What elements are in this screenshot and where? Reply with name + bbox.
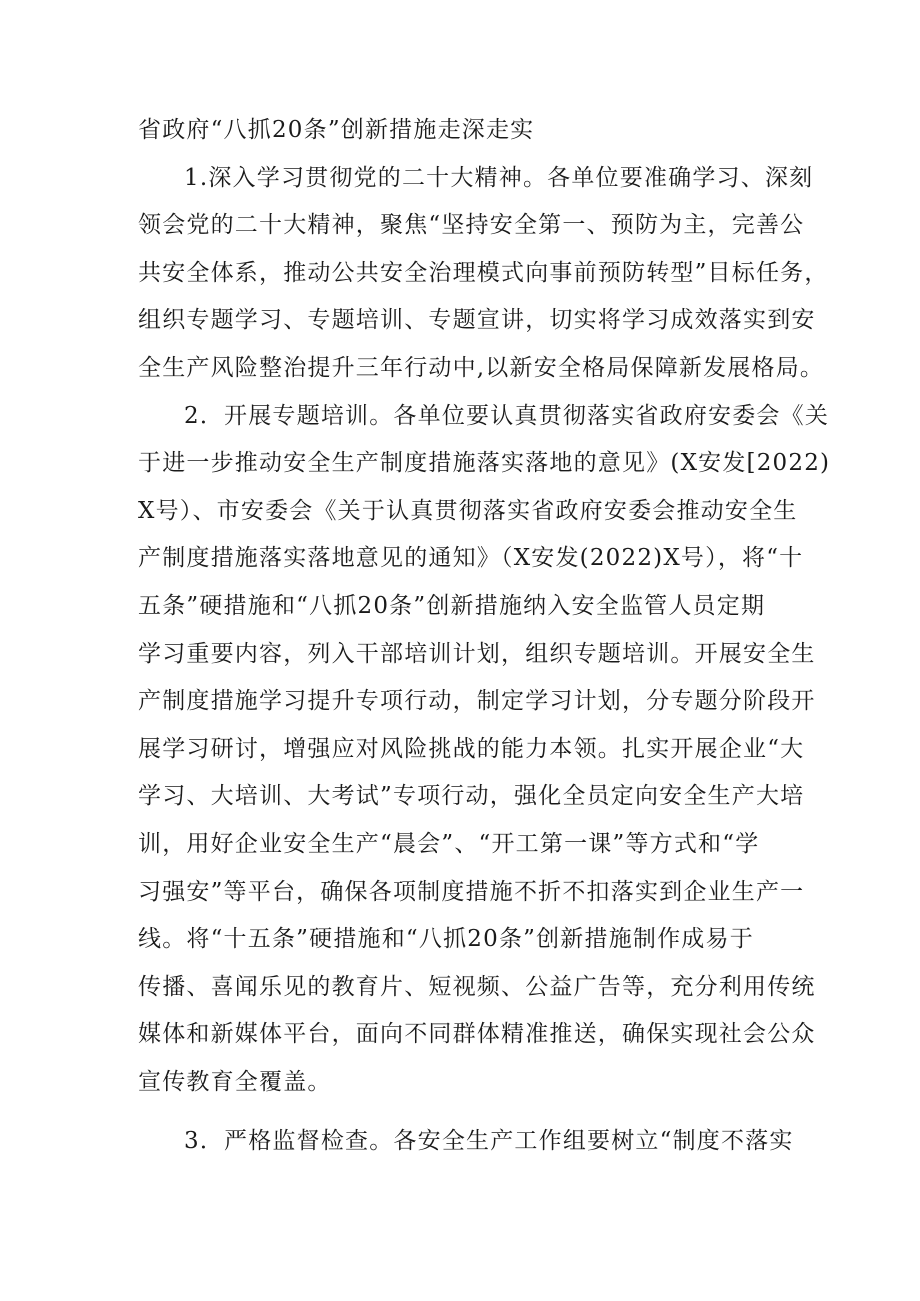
paragraph-1 (138, 155, 829, 393)
paragraph-3 (138, 1118, 798, 1166)
paragraph-line: 线。将“十五条”硬措施和“八抓20条”创新措施制作成易于 (138, 926, 754, 953)
paragraph-line: 宣传教育全覆盖。 (138, 1068, 332, 1095)
paragraph-line: 训，用好企业安全生产“晨会”、“开工第一课”等方式和“学 (138, 830, 760, 857)
paragraph-line: 全生产风险整治提升三年行动中,以新安全格局保障新发展格局。 (138, 354, 825, 381)
paragraph-line: 学习、大培训、大考试”专项行动，强化全员定向安全生产大培 (138, 783, 805, 810)
paragraph-line: 产制度措施落实落地意见的通知》（X安发(2022)X号），将“十 (138, 545, 804, 572)
intro-line: 省政府“八抓20条”创新措施走深走实 (138, 117, 535, 143)
paragraph-line: 展学习研讨，增强应对风险挑战的能力本领。扎实开展企业“大 (138, 735, 805, 762)
paragraph-gap (138, 1106, 798, 1118)
paragraph-line: 2．开展专题培训。各单位要认真贯彻落实省政府安委会《关 (184, 402, 830, 429)
paragraph-line: 领会党的二十大精神，聚焦“坚持安全第一、预防为主，完善公 (138, 212, 805, 239)
paragraph-line: 产制度措施学习提升专项行动，制定学习计划，分专题分阶段开 (138, 688, 816, 715)
paragraph-line: 组织专题学习、专题培训、专题宣讲，切实将学习成效落实到安 (138, 307, 816, 334)
paragraph-line: 共安全体系，推动公共安全治理模式向事前预防转型”目标任务， (138, 259, 829, 286)
paragraph-line: 习强安”等平台，确保各项制度措施不折不扣落实到企业生产一 (138, 878, 805, 905)
paragraph-line: 1.深入学习贯彻党的二十大精神。各单位要准确学习、深刻 (184, 164, 814, 191)
paragraph-line: 学习重要内容，列入干部培训计划，组织专题培训。开展安全生 (138, 640, 816, 667)
paragraph-line: X号）、市安委会《关于认真贯彻落实省政府安委会推动安全生 (138, 497, 798, 524)
paragraph-2 (138, 393, 831, 1107)
paragraph-line: 于进一步推动安全生产制度措施落实落地的意见》(X安发[2022) (138, 450, 831, 477)
paragraph-line: 媒体和新媒体平台，面向不同群体精准推送，确保实现社会公众 (138, 1021, 816, 1048)
paragraph-line: 3．严格监督检查。各安全生产工作组要树立“制度不落实 (184, 1128, 794, 1155)
paragraph-line: 五条”硬措施和“八抓20条”创新措施纳入安全监管人员定期 (138, 592, 766, 619)
document-body (138, 107, 831, 1166)
paragraph-line: 传播、喜闻乐见的教育片、短视频、公益广告等，充分利用传统 (138, 973, 816, 1000)
